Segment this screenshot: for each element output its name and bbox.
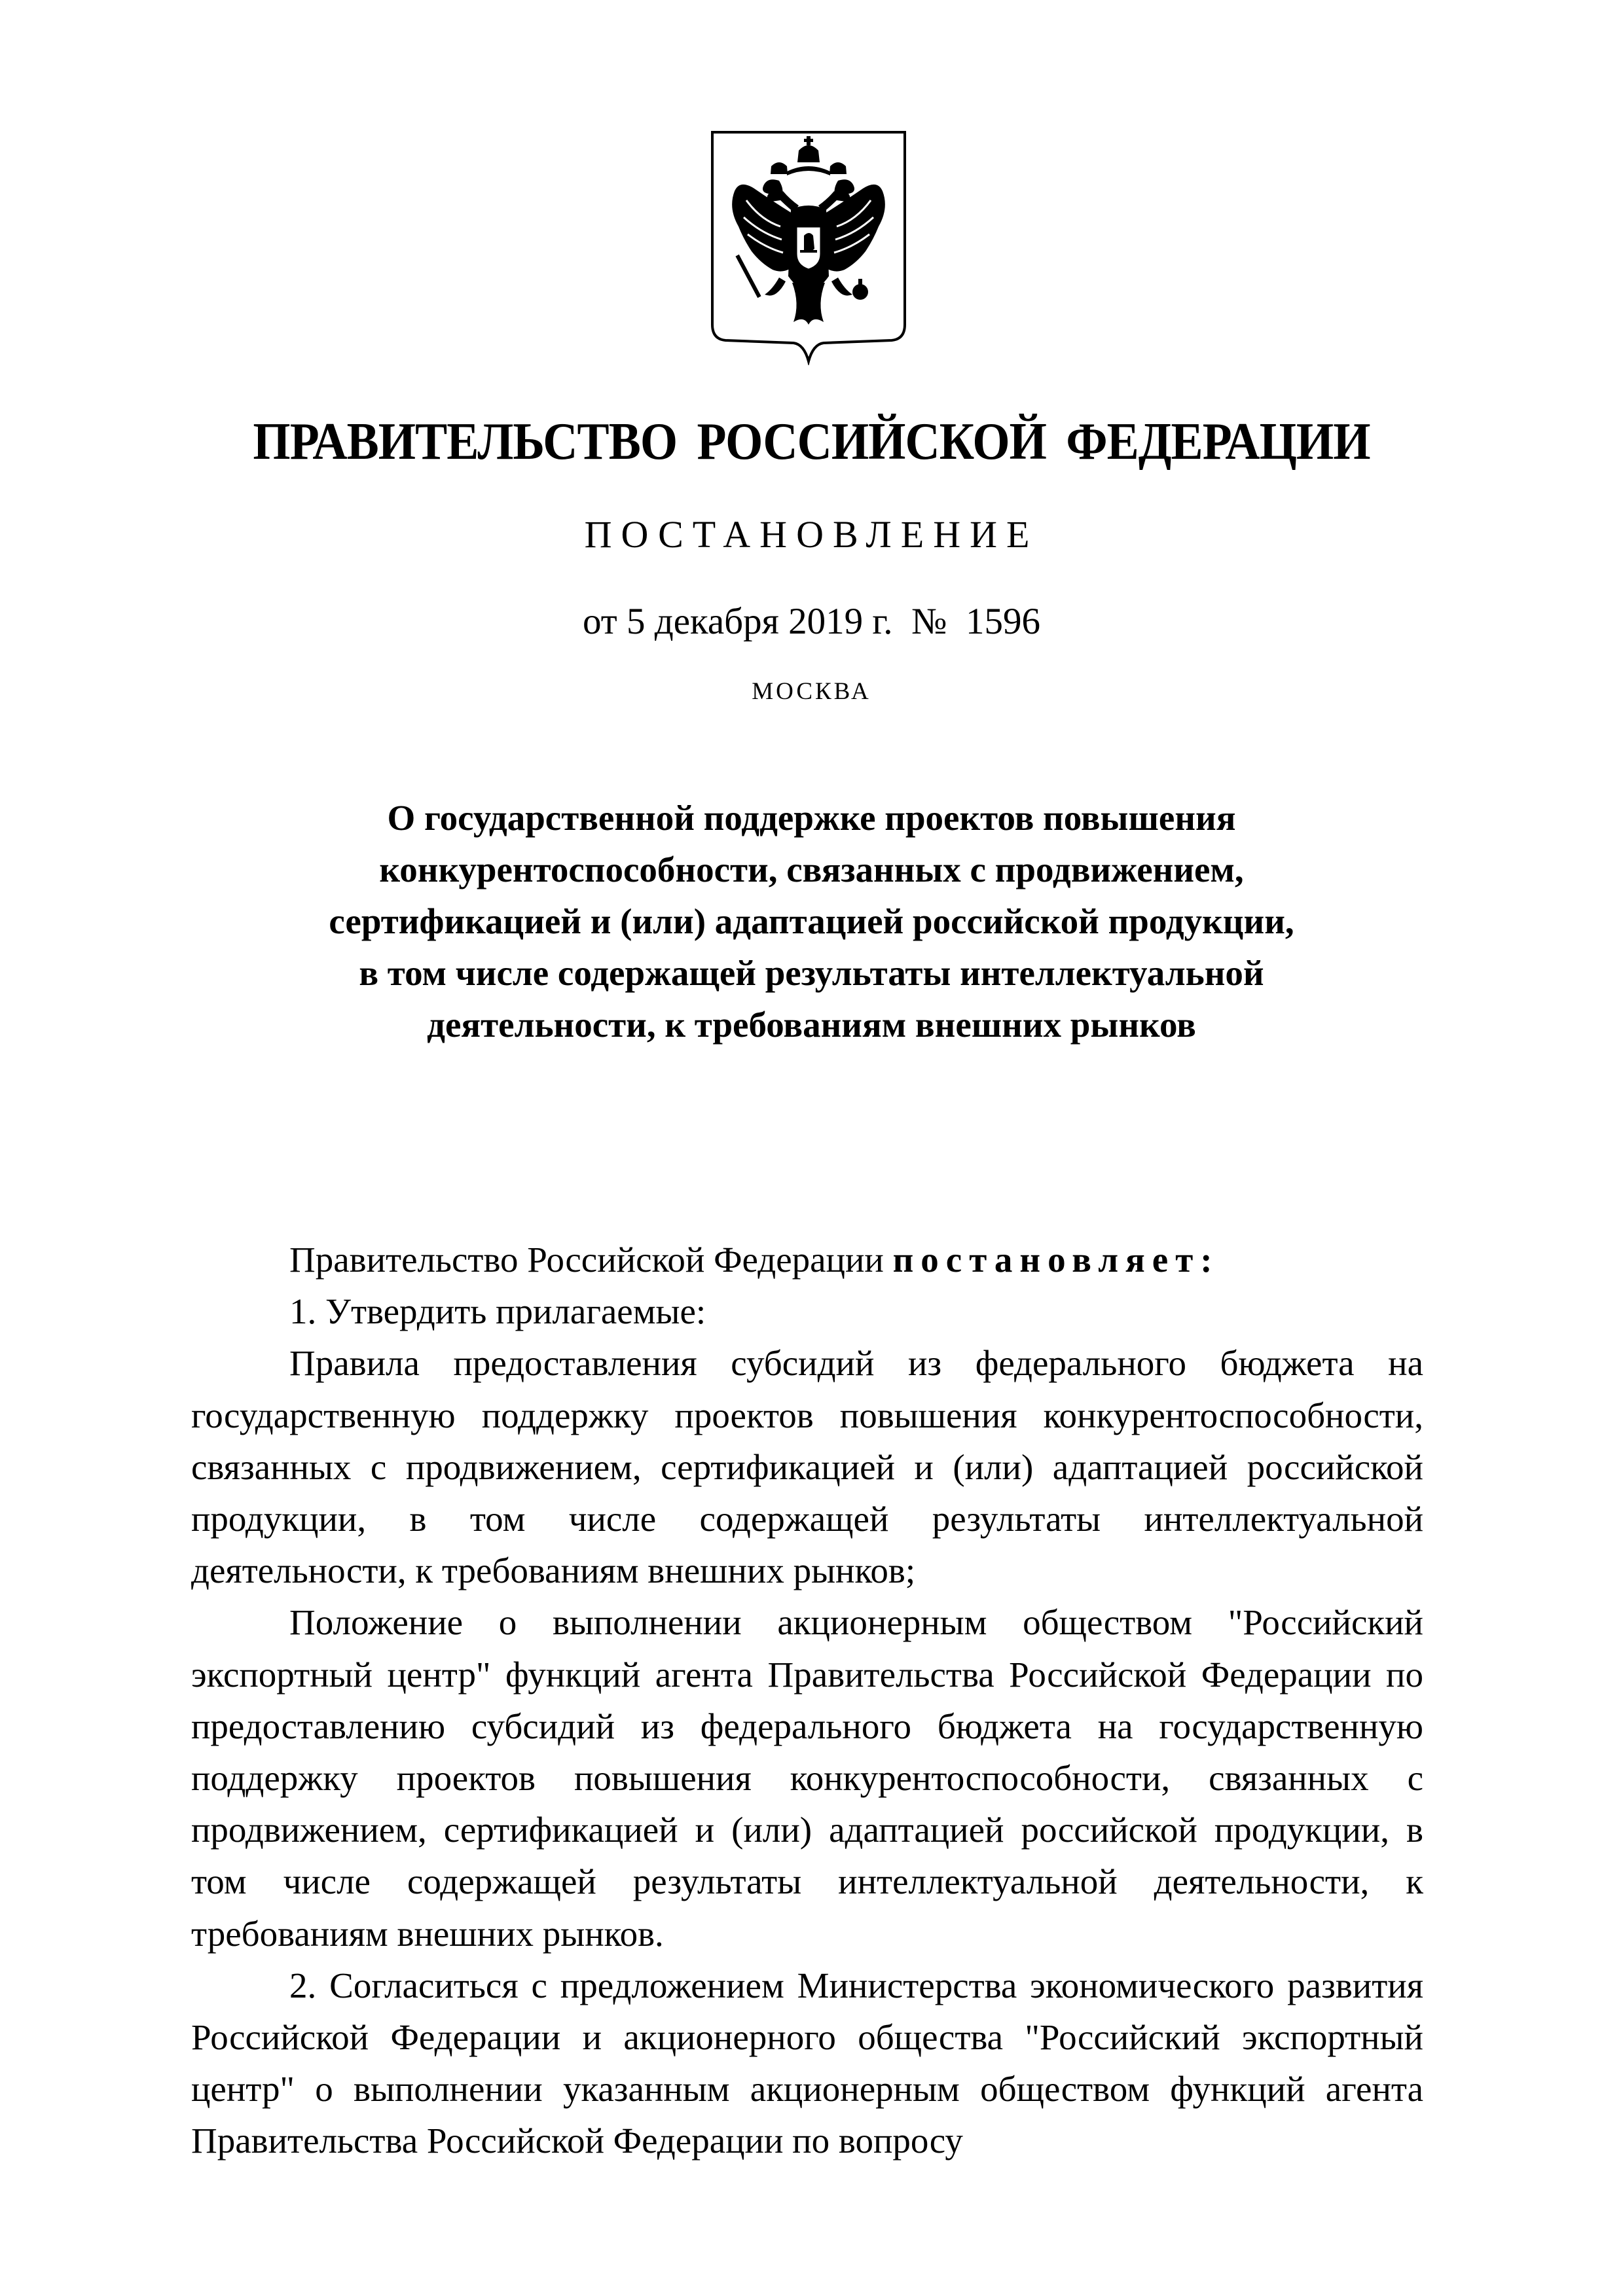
decree-heading bbox=[196, 792, 1427, 1050]
heading-line: деятельности, к требованиям внешних рынков bbox=[427, 1005, 1196, 1045]
decree-number: 1596 bbox=[965, 601, 1040, 642]
decree-date: от 5 декабря 2019 г. bbox=[583, 601, 893, 642]
item2-paragraph: 2. Согласиться с предложением Министерства экономического развития Российской Федерации и акционерного общества "Российский экспортный центр" о выполнении указанным акционерным обществом функций агента Правительства Российской Федерации по вопросу bbox=[191, 1965, 1423, 2161]
item1-heading: 1. Утвердить прилагаемые: bbox=[289, 1291, 706, 1332]
item1-rules-paragraph: Правила предоставления субсидий из федерального бюджета на государственную поддержку проектов повышения конкурентоспособности, связанных с продвижением, сертификацией и (или) адаптацией российской продукции, в том числе содержащей результаты интеллектуальной деятельности, к требованиям внешних рынков; bbox=[191, 1343, 1423, 1591]
government-title: ПРАВИТЕЛЬСТВО РОССИЙСКОЙ ФЕДЕРАЦИИ bbox=[253, 413, 1370, 471]
item1-regulation-paragraph: Положение о выполнении акционерным обществом "Российский экспортный центр" функций агента Правительства Российской Федерации по предоставлению субсидий из федерального бюджета на государственную поддержку проектов повышения конкурентоспособности, связанных с продвижением, сертификацией и (или) адаптацией российской продукции, в том числе содержащей результаты интеллектуальной деятельности, к требованиям внешних рынков. bbox=[191, 1602, 1423, 1954]
decree-date-number bbox=[0, 600, 1623, 643]
preamble-paragraph bbox=[191, 1234, 1423, 1285]
number-sign: № bbox=[911, 601, 947, 642]
heading-line: О государственной поддержке проектов повышения bbox=[387, 798, 1236, 838]
preamble-emphasis: постановляет: bbox=[892, 1240, 1220, 1280]
city-label: МОСКВА bbox=[752, 678, 871, 705]
heading-line: в том числе содержащей результаты интеллектуальной bbox=[359, 953, 1264, 993]
heading-line: сертификацией и (или) адаптацией российской продукции, bbox=[329, 901, 1294, 941]
heading-line: конкурентоспособности, связанных с продвижением, bbox=[379, 850, 1244, 889]
decree-body bbox=[191, 1234, 1423, 2167]
document-type-title: ПОСТАНОВЛЕНИЕ bbox=[584, 513, 1039, 556]
coat-of-arms-icon bbox=[708, 128, 909, 365]
preamble-text: Правительство Российской Федерации bbox=[289, 1240, 893, 1280]
